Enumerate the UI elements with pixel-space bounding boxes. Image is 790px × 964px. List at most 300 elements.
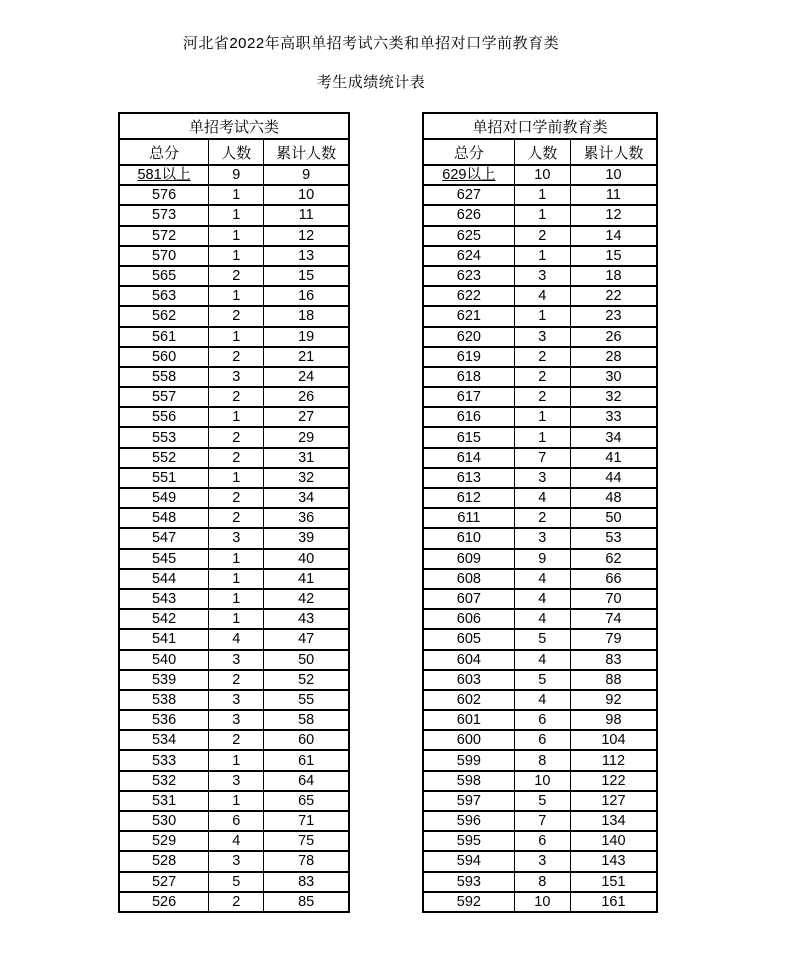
table-row <box>119 730 349 750</box>
count-cell: 2 <box>209 448 264 468</box>
count-cell: 6 <box>514 831 570 851</box>
table-row <box>423 851 657 871</box>
table-row <box>423 246 657 266</box>
score-cell: 604 <box>423 650 514 670</box>
score-cell: 616 <box>423 407 514 427</box>
table-row <box>119 791 349 811</box>
score-cell: 557 <box>119 387 209 407</box>
score-cell: 541 <box>119 629 209 649</box>
count-cell: 4 <box>514 609 570 629</box>
table-row <box>423 367 657 387</box>
count-cell: 1 <box>514 185 570 205</box>
cumulative-cell: 83 <box>570 650 657 670</box>
cumulative-cell: 151 <box>570 872 657 892</box>
cumulative-cell: 122 <box>570 771 657 791</box>
count-cell: 3 <box>209 367 264 387</box>
cumulative-cell: 53 <box>570 528 657 548</box>
score-cell: 573 <box>119 205 209 225</box>
score-cell: 629以上 <box>423 165 514 185</box>
cumulative-cell: 43 <box>264 609 349 629</box>
count-cell: 1 <box>209 407 264 427</box>
cumulative-cell: 134 <box>570 811 657 831</box>
score-cell: 600 <box>423 730 514 750</box>
cumulative-cell: 92 <box>570 690 657 710</box>
cumulative-cell: 74 <box>570 609 657 629</box>
cumulative-cell: 127 <box>570 791 657 811</box>
cumulative-cell: 58 <box>264 710 349 730</box>
count-cell: 2 <box>209 306 264 326</box>
document-title: 河北省2022年高职单招考试六类和单招对口学前教育类 <box>182 35 560 52</box>
table-row <box>119 468 349 488</box>
count-cell: 7 <box>514 811 570 831</box>
cumulative-cell: 61 <box>264 750 349 770</box>
table-row <box>423 327 657 347</box>
count-cell: 1 <box>209 569 264 589</box>
count-cell: 3 <box>209 650 264 670</box>
table-row <box>423 750 657 770</box>
table-row <box>119 266 349 286</box>
cumulative-cell: 55 <box>264 690 349 710</box>
count-cell: 2 <box>209 670 264 690</box>
count-cell: 2 <box>514 226 570 246</box>
cumulative-cell: 33 <box>570 407 657 427</box>
table-row <box>119 427 349 447</box>
score-cell: 594 <box>423 851 514 871</box>
cumulative-cell: 48 <box>570 488 657 508</box>
score-cell: 534 <box>119 730 209 750</box>
cumulative-cell: 104 <box>570 730 657 750</box>
cumulative-cell: 83 <box>264 872 349 892</box>
score-cell: 581以上 <box>119 165 209 185</box>
document-subtitle: 考生成绩统计表 <box>316 74 426 91</box>
count-cell: 3 <box>514 468 570 488</box>
cumulative-cell: 66 <box>570 569 657 589</box>
count-cell: 10 <box>514 771 570 791</box>
count-cell: 10 <box>514 165 570 185</box>
count-cell: 10 <box>514 892 570 912</box>
table-row <box>423 670 657 690</box>
score-cell: 598 <box>423 771 514 791</box>
table-row <box>119 226 349 246</box>
cumulative-cell: 18 <box>264 306 349 326</box>
cumulative-cell: 79 <box>570 629 657 649</box>
cumulative-cell: 21 <box>264 347 349 367</box>
count-cell: 1 <box>209 205 264 225</box>
cumulative-cell: 22 <box>570 286 657 306</box>
score-cell: 527 <box>119 872 209 892</box>
score-cell: 526 <box>119 892 209 912</box>
count-cell: 3 <box>514 266 570 286</box>
table-row <box>119 609 349 629</box>
table-row <box>119 448 349 468</box>
cumulative-cell: 16 <box>264 286 349 306</box>
cumulative-cell: 34 <box>570 427 657 447</box>
cumulative-cell: 12 <box>570 205 657 225</box>
count-cell: 4 <box>514 488 570 508</box>
score-cell: 593 <box>423 872 514 892</box>
table-row <box>423 609 657 629</box>
count-cell: 2 <box>514 387 570 407</box>
count-cell: 2 <box>514 508 570 528</box>
table-row <box>119 246 349 266</box>
count-cell: 3 <box>209 851 264 871</box>
column-header-row <box>423 139 657 165</box>
table-six-categories <box>118 112 350 913</box>
table-row <box>423 549 657 569</box>
score-cell: 544 <box>119 569 209 589</box>
table-row <box>423 508 657 528</box>
count-cell: 4 <box>514 690 570 710</box>
score-cell: 613 <box>423 468 514 488</box>
cumulative-cell: 15 <box>570 246 657 266</box>
count-cell: 2 <box>514 347 570 367</box>
count-cell: 2 <box>209 347 264 367</box>
table-body <box>423 165 657 912</box>
count-cell: 1 <box>514 205 570 225</box>
score-cell: 612 <box>423 488 514 508</box>
count-cell: 3 <box>514 327 570 347</box>
table-row <box>423 892 657 912</box>
cumulative-cell: 40 <box>264 549 349 569</box>
score-cell: 618 <box>423 367 514 387</box>
score-cell: 549 <box>119 488 209 508</box>
cumulative-cell: 41 <box>570 448 657 468</box>
count-cell: 9 <box>209 165 264 185</box>
column-header-cumulative-count: 累计人数 <box>570 139 657 165</box>
score-cell: 611 <box>423 508 514 528</box>
score-cell: 532 <box>119 771 209 791</box>
count-cell: 1 <box>209 246 264 266</box>
cumulative-cell: 85 <box>264 892 349 912</box>
column-header-count: 人数 <box>209 139 264 165</box>
table-row <box>423 165 657 185</box>
count-cell: 6 <box>514 710 570 730</box>
table-title-row <box>423 113 657 139</box>
cumulative-cell: 10 <box>570 165 657 185</box>
cumulative-cell: 18 <box>570 266 657 286</box>
cumulative-cell: 31 <box>264 448 349 468</box>
count-cell: 1 <box>514 306 570 326</box>
count-cell: 9 <box>514 549 570 569</box>
table-row <box>423 650 657 670</box>
table-row <box>119 650 349 670</box>
table-row <box>119 831 349 851</box>
score-cell: 563 <box>119 286 209 306</box>
score-cell: 556 <box>119 407 209 427</box>
score-cell: 624 <box>423 246 514 266</box>
table-title: 单招考试六类 <box>119 113 349 139</box>
table-row <box>119 750 349 770</box>
table-row <box>119 185 349 205</box>
cumulative-cell: 112 <box>570 750 657 770</box>
cumulative-cell: 75 <box>264 831 349 851</box>
count-cell: 2 <box>209 387 264 407</box>
table-row <box>423 569 657 589</box>
table-row <box>119 367 349 387</box>
cumulative-cell: 12 <box>264 226 349 246</box>
table-row <box>119 165 349 185</box>
table-row <box>119 710 349 730</box>
table-row <box>423 589 657 609</box>
table-row <box>423 266 657 286</box>
count-cell: 3 <box>209 771 264 791</box>
score-cell: 621 <box>423 306 514 326</box>
table-row <box>423 185 657 205</box>
column-header-total-score: 总分 <box>423 139 514 165</box>
cumulative-cell: 19 <box>264 327 349 347</box>
table-row <box>423 710 657 730</box>
score-cell: 539 <box>119 670 209 690</box>
score-cell: 622 <box>423 286 514 306</box>
count-cell: 2 <box>209 508 264 528</box>
count-cell: 1 <box>209 286 264 306</box>
count-cell: 5 <box>514 629 570 649</box>
table-row <box>119 872 349 892</box>
score-cell: 548 <box>119 508 209 528</box>
cumulative-cell: 50 <box>264 650 349 670</box>
table-row <box>423 629 657 649</box>
table-row <box>119 205 349 225</box>
score-cell: 623 <box>423 266 514 286</box>
cumulative-cell: 41 <box>264 569 349 589</box>
table-row <box>119 771 349 791</box>
score-cell: 607 <box>423 589 514 609</box>
table-row <box>423 811 657 831</box>
score-cell: 551 <box>119 468 209 488</box>
count-cell: 1 <box>514 427 570 447</box>
table-row <box>423 226 657 246</box>
score-cell: 572 <box>119 226 209 246</box>
cumulative-cell: 26 <box>264 387 349 407</box>
count-cell: 8 <box>514 872 570 892</box>
table-row <box>119 629 349 649</box>
score-cell: 540 <box>119 650 209 670</box>
cumulative-cell: 10 <box>264 185 349 205</box>
cumulative-cell: 161 <box>570 892 657 912</box>
table-row <box>119 387 349 407</box>
score-cell: 595 <box>423 831 514 851</box>
table-row <box>119 488 349 508</box>
score-cell: 552 <box>119 448 209 468</box>
cumulative-cell: 23 <box>570 306 657 326</box>
table-row <box>423 831 657 851</box>
cumulative-cell: 140 <box>570 831 657 851</box>
table-row <box>119 549 349 569</box>
score-cell: 529 <box>119 831 209 851</box>
count-cell: 4 <box>514 286 570 306</box>
cumulative-cell: 32 <box>264 468 349 488</box>
score-cell: 609 <box>423 549 514 569</box>
table-row <box>119 569 349 589</box>
cumulative-cell: 42 <box>264 589 349 609</box>
table-body <box>119 165 349 912</box>
score-cell: 627 <box>423 185 514 205</box>
table-row <box>423 448 657 468</box>
count-cell: 2 <box>209 266 264 286</box>
count-cell: 2 <box>209 488 264 508</box>
table-row <box>119 508 349 528</box>
score-cell: 603 <box>423 670 514 690</box>
score-cell: 531 <box>119 791 209 811</box>
table-row <box>423 690 657 710</box>
cumulative-cell: 13 <box>264 246 349 266</box>
count-cell: 3 <box>514 851 570 871</box>
cumulative-cell: 88 <box>570 670 657 690</box>
count-cell: 1 <box>209 327 264 347</box>
score-cell: 538 <box>119 690 209 710</box>
cumulative-cell: 71 <box>264 811 349 831</box>
column-header-total-score: 总分 <box>119 139 209 165</box>
count-cell: 5 <box>514 791 570 811</box>
score-cell: 576 <box>119 185 209 205</box>
table-row <box>423 306 657 326</box>
cumulative-cell: 47 <box>264 629 349 649</box>
count-cell: 1 <box>209 589 264 609</box>
cumulative-cell: 34 <box>264 488 349 508</box>
score-cell: 545 <box>119 549 209 569</box>
score-cell: 570 <box>119 246 209 266</box>
count-cell: 4 <box>209 831 264 851</box>
score-cell: 620 <box>423 327 514 347</box>
cumulative-cell: 39 <box>264 528 349 548</box>
score-cell: 558 <box>119 367 209 387</box>
cumulative-cell: 65 <box>264 791 349 811</box>
score-cell: 597 <box>423 791 514 811</box>
cumulative-cell: 9 <box>264 165 349 185</box>
score-cell: 560 <box>119 347 209 367</box>
score-cell: 619 <box>423 347 514 367</box>
cumulative-cell: 27 <box>264 407 349 427</box>
count-cell: 7 <box>514 448 570 468</box>
table-row <box>119 286 349 306</box>
cumulative-cell: 28 <box>570 347 657 367</box>
table-preschool-education <box>422 112 658 913</box>
cumulative-cell: 11 <box>570 185 657 205</box>
table-row <box>423 468 657 488</box>
count-cell: 1 <box>209 226 264 246</box>
score-cell: 606 <box>423 609 514 629</box>
score-cell: 542 <box>119 609 209 629</box>
count-cell: 1 <box>209 791 264 811</box>
table-row <box>119 892 349 912</box>
table-row <box>119 589 349 609</box>
score-cell: 617 <box>423 387 514 407</box>
count-cell: 3 <box>514 528 570 548</box>
cumulative-cell: 11 <box>264 205 349 225</box>
cumulative-cell: 29 <box>264 427 349 447</box>
count-cell: 2 <box>209 892 264 912</box>
count-cell: 4 <box>514 589 570 609</box>
count-cell: 3 <box>209 710 264 730</box>
table-row <box>119 347 349 367</box>
table-row <box>423 872 657 892</box>
cumulative-cell: 143 <box>570 851 657 871</box>
score-cell: 605 <box>423 629 514 649</box>
count-cell: 6 <box>209 811 264 831</box>
count-cell: 1 <box>209 750 264 770</box>
count-cell: 5 <box>209 872 264 892</box>
table-row <box>423 730 657 750</box>
score-cell: 596 <box>423 811 514 831</box>
cumulative-cell: 60 <box>264 730 349 750</box>
cumulative-cell: 26 <box>570 327 657 347</box>
score-cell: 536 <box>119 710 209 730</box>
score-cell: 602 <box>423 690 514 710</box>
cumulative-cell: 64 <box>264 771 349 791</box>
count-cell: 1 <box>209 468 264 488</box>
cumulative-cell: 70 <box>570 589 657 609</box>
table-row <box>119 851 349 871</box>
table-row <box>119 690 349 710</box>
count-cell: 1 <box>209 609 264 629</box>
count-cell: 8 <box>514 750 570 770</box>
table-row <box>119 670 349 690</box>
score-cell: 614 <box>423 448 514 468</box>
cumulative-cell: 24 <box>264 367 349 387</box>
score-cell: 592 <box>423 892 514 912</box>
score-cell: 533 <box>119 750 209 770</box>
count-cell: 1 <box>514 246 570 266</box>
score-cell: 615 <box>423 427 514 447</box>
count-cell: 3 <box>209 690 264 710</box>
score-cell: 626 <box>423 205 514 225</box>
score-cell: 599 <box>423 750 514 770</box>
score-cell: 601 <box>423 710 514 730</box>
count-cell: 3 <box>209 528 264 548</box>
score-cell: 608 <box>423 569 514 589</box>
cumulative-cell: 62 <box>570 549 657 569</box>
table-row <box>423 488 657 508</box>
score-cell: 553 <box>119 427 209 447</box>
count-cell: 5 <box>514 670 570 690</box>
cumulative-cell: 14 <box>570 226 657 246</box>
table-row <box>423 205 657 225</box>
count-cell: 4 <box>514 569 570 589</box>
count-cell: 4 <box>514 650 570 670</box>
cumulative-cell: 44 <box>570 468 657 488</box>
table-row <box>119 528 349 548</box>
table-row <box>423 791 657 811</box>
column-header-cumulative-count: 累计人数 <box>264 139 349 165</box>
count-cell: 4 <box>209 629 264 649</box>
score-cell: 530 <box>119 811 209 831</box>
table-row <box>119 306 349 326</box>
count-cell: 6 <box>514 730 570 750</box>
score-cell: 625 <box>423 226 514 246</box>
table-title: 单招对口学前教育类 <box>423 113 657 139</box>
column-header-count: 人数 <box>514 139 570 165</box>
count-cell: 1 <box>514 407 570 427</box>
score-cell: 547 <box>119 528 209 548</box>
score-cell: 528 <box>119 851 209 871</box>
cumulative-cell: 52 <box>264 670 349 690</box>
count-cell: 2 <box>209 427 264 447</box>
count-cell: 2 <box>209 730 264 750</box>
table-row <box>423 528 657 548</box>
table-row <box>119 327 349 347</box>
table-row <box>119 811 349 831</box>
table-title-row <box>119 113 349 139</box>
score-cell: 562 <box>119 306 209 326</box>
cumulative-cell: 98 <box>570 710 657 730</box>
cumulative-cell: 50 <box>570 508 657 528</box>
table-row <box>423 771 657 791</box>
table-row <box>423 407 657 427</box>
count-cell: 1 <box>209 549 264 569</box>
count-cell: 1 <box>209 185 264 205</box>
cumulative-cell: 15 <box>264 266 349 286</box>
table-row <box>423 347 657 367</box>
